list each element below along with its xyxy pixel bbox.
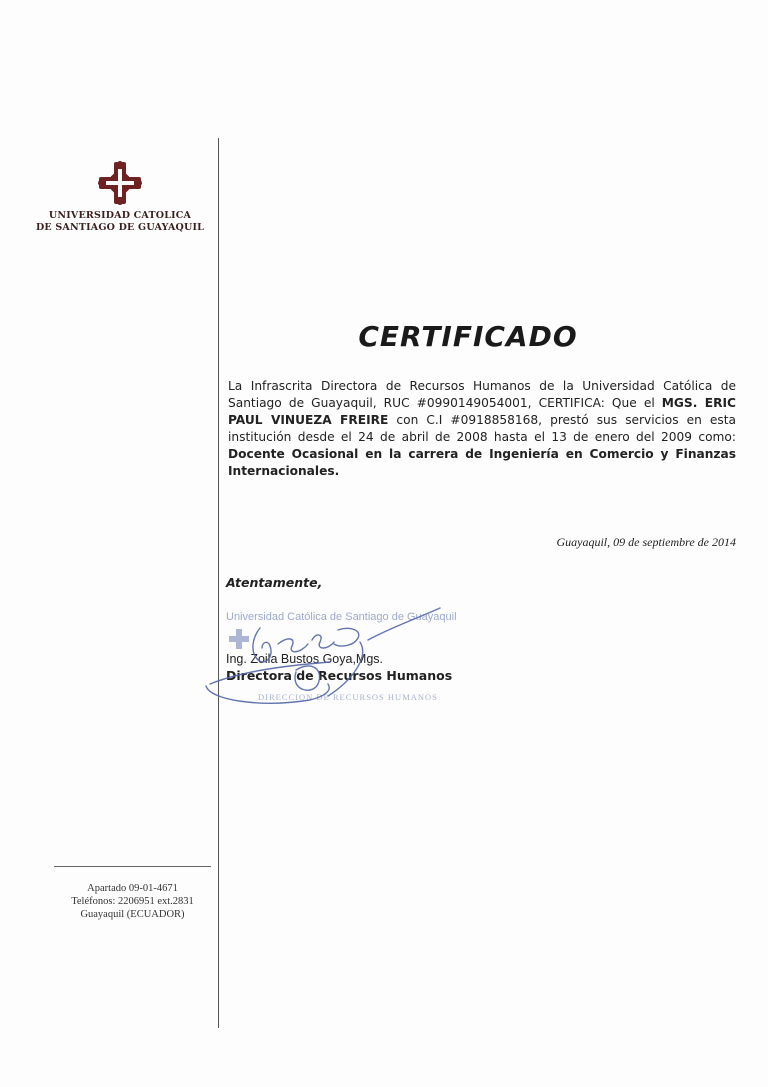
- body-middle: con C.I #0918858168, prestó sus servicios en esta institución desde el 24 de abril de 2008 hasta el 13 de enero del 2009 como:: [228, 413, 736, 444]
- certified-person-name: MGS. ERIC PAUL VINUEZA FREIRE: [228, 396, 736, 427]
- handwritten-signature-icon: [200, 600, 460, 710]
- footer-divider: [54, 866, 211, 867]
- closing-salutation: Atentamente,: [226, 575, 323, 590]
- footer-phones: Teléfonos: 2206951 ext.2831: [71, 896, 194, 907]
- footer-contact: [40, 882, 225, 921]
- university-cross-logo-icon: [97, 160, 143, 206]
- issue-date: Guayaquil, 09 de septiembre de 2014: [556, 535, 736, 549]
- signer-name: Ing. Zoila Bustos Goya,Mgs.: [226, 652, 384, 666]
- position-description: Docente Ocasional en la carrera de Ingeniería en Comercio y Finanzas Internacionales.: [228, 447, 736, 478]
- footer-city: Guayaquil (ECUADOR): [80, 909, 185, 920]
- stamp-university-text: Universidad Católica de Santiago de Guayaquil: [226, 611, 457, 623]
- university-name-line2: DE SANTIAGO DE GUAYAQUIL: [35, 222, 205, 233]
- certificate-body: [228, 378, 736, 480]
- stamp-department-text: DIRECCION DE RECURSOS HUMANOS: [258, 692, 438, 702]
- footer-address: Apartado 09-01-4671: [87, 883, 178, 894]
- signer-title: Directora de Recursos Humanos: [226, 668, 453, 683]
- document-title: CERTIFICADO: [358, 320, 578, 353]
- body-intro: La Infrascrita Directora de Recursos Humanos de la Universidad Católica de Santiago de Guayaquil, RUC #0990149054001, CERTIFICA: Que el: [228, 379, 736, 410]
- university-name-line1: UNIVERSIDAD CATOLICA: [48, 210, 192, 221]
- letterhead: [20, 160, 220, 234]
